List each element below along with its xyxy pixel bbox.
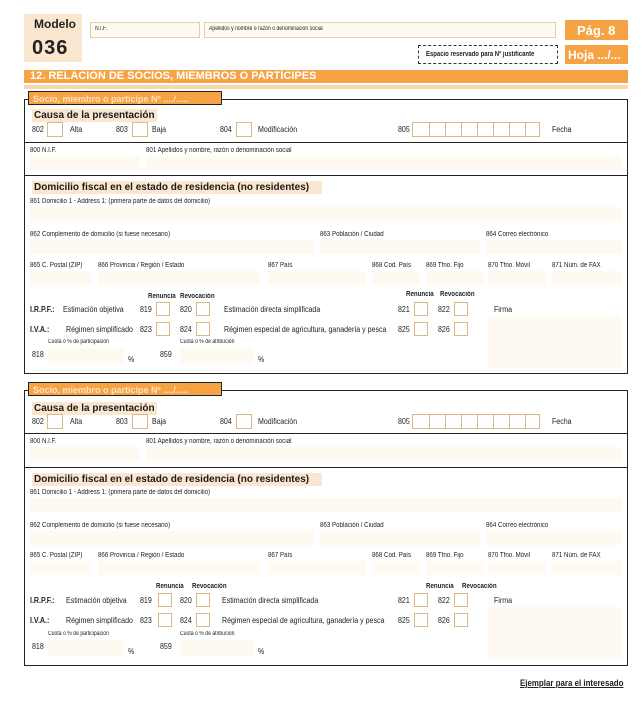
- d868-label-2: 868 Cod. País: [372, 552, 412, 559]
- divider: [25, 175, 627, 176]
- code-804-1: 804: [220, 125, 232, 134]
- reg-esp-label-1: Régimen especial de agricultura, ganadería y pesca: [224, 325, 387, 334]
- revocacion2-label-1: Revocación: [440, 291, 475, 298]
- d861-label-1: 861 Domicilio 1 - Address 1: (primera parte de datos del domicilio): [30, 198, 211, 205]
- d861-field-2[interactable]: [30, 498, 622, 512]
- divider: [25, 467, 627, 468]
- d870-label-2: 870 Tfno. Móvil: [488, 552, 531, 559]
- section-title-underbar: [24, 85, 628, 89]
- cb-819-1[interactable]: [156, 302, 170, 316]
- d867-label-2: 867 País: [268, 552, 293, 559]
- reg-esp-label-2: Régimen especial de agricultura, ganadería y pesca: [222, 616, 385, 625]
- d864-field-1[interactable]: [486, 240, 622, 254]
- d865-field-1[interactable]: [30, 271, 92, 285]
- d871-label-1: 871 Núm. de FAX: [552, 262, 601, 269]
- modificacion-label-1: Modificación: [258, 125, 298, 134]
- cb-822-2[interactable]: [454, 593, 468, 607]
- domicilio-title-1: Domicilio fiscal en el estado de residencia (no residentes): [32, 181, 322, 194]
- code-819-2: 819: [140, 596, 152, 605]
- cb-820-1[interactable]: [196, 302, 210, 316]
- d864-field-2[interactable]: [486, 531, 622, 545]
- alta-checkbox-2[interactable]: [47, 414, 63, 429]
- revocacion2-label-2: Revocación: [462, 583, 497, 590]
- fecha-seg: [445, 415, 446, 428]
- code-803-2: 803: [116, 417, 128, 426]
- d869-field-2[interactable]: [426, 561, 484, 575]
- renuncia-label-2: Renuncia: [156, 583, 184, 590]
- alta-checkbox-1[interactable]: [47, 122, 63, 137]
- reg-simp-label-2: Régimen simplificado: [66, 616, 133, 625]
- nif-800-field-2[interactable]: [30, 447, 140, 461]
- irpf-label-2: I.R.P.F.:: [30, 596, 55, 605]
- baja-checkbox-1[interactable]: [132, 122, 148, 137]
- d868-field-1[interactable]: [372, 271, 420, 285]
- est-obj-label-1: Estimación objetiva: [63, 305, 124, 314]
- divider: [25, 433, 627, 434]
- d862-field-2[interactable]: [30, 531, 314, 545]
- alta-label-1: Alta: [70, 125, 83, 134]
- cb-819-2[interactable]: [158, 593, 172, 607]
- modificacion-checkbox-1[interactable]: [236, 122, 252, 137]
- code-823-2: 823: [140, 616, 152, 625]
- domicilio-title-2: Domicilio fiscal en el estado de residencia (no residentes): [32, 473, 322, 486]
- code-818-2: 818: [32, 642, 44, 651]
- code-818-1: 818: [32, 350, 44, 359]
- code-805-2: 805: [398, 417, 410, 426]
- modificacion-checkbox-2[interactable]: [236, 414, 252, 429]
- renuncia2-label-2: Renuncia: [426, 583, 454, 590]
- firma-label-2: Firma: [494, 596, 512, 605]
- d865-label-2: 865 C. Postal (ZIP): [30, 552, 83, 559]
- renuncia-label-1: Renuncia: [148, 293, 176, 300]
- renuncia2-label-1: Renuncia: [406, 291, 434, 298]
- code-803-1: 803: [116, 125, 128, 134]
- d863-label-1: 863 Población / Ciudad: [320, 231, 384, 238]
- code-822-1: 822: [438, 305, 450, 314]
- code-826-2: 826: [438, 616, 450, 625]
- pct-859-2: %: [258, 647, 265, 656]
- revocacion-label-1: Revocación: [180, 293, 215, 300]
- code-823-1: 823: [140, 325, 152, 334]
- modificacion-label-2: Modificación: [258, 417, 298, 426]
- section-title: 12. RELACIÓN DE SOCIOS, MIEMBROS O PARTÍCIPES: [30, 70, 317, 82]
- d862-label-2: 862 Complemento de domicilio (si fuese necesario): [30, 522, 171, 529]
- fecha-label-2: Fecha: [552, 417, 572, 426]
- pct-818-1: %: [128, 355, 135, 364]
- d864-label-1: 864 Correo electrónico: [486, 231, 549, 238]
- fecha-seg: [445, 123, 446, 136]
- fecha-seg: [493, 123, 494, 136]
- d866-label-1: 866 Provincia / Región / Estado: [98, 262, 185, 269]
- cuota-atr-label-1: Cuota o % de atribución: [180, 339, 235, 345]
- est-obj-label-2: Estimación objetiva: [66, 596, 127, 605]
- d861-label-2: 861 Domicilio 1 - Address 1: (primera parte de datos del domicilio): [30, 489, 211, 496]
- d863-field-2[interactable]: [320, 531, 480, 545]
- modelo-number: 036: [32, 37, 69, 59]
- apellidos-801-label-2: 801 Apellidos y nombre, razón o denominación social: [146, 438, 292, 445]
- cb-823-2[interactable]: [158, 613, 172, 627]
- iva-label-1: I.V.A.:: [30, 325, 50, 334]
- field-818-2[interactable]: [48, 640, 124, 656]
- pct-818-2: %: [128, 647, 135, 656]
- d870-field-2[interactable]: [488, 561, 546, 575]
- partner-tab-2: Socio, miembro o partícipe Nº ..../.....: [28, 382, 222, 396]
- cb-826-1[interactable]: [454, 322, 468, 336]
- field-859-2[interactable]: [180, 640, 254, 656]
- baja-checkbox-2[interactable]: [132, 414, 148, 429]
- modelo-label: Modelo: [34, 17, 76, 31]
- code-859-2: 859: [160, 642, 172, 651]
- d867-field-1[interactable]: [268, 271, 366, 285]
- nif-800-label-2: 800 N.I.F.: [30, 438, 57, 445]
- code-802-1: 802: [32, 125, 44, 134]
- fecha-seg: [525, 123, 526, 136]
- cb-824-1[interactable]: [196, 322, 210, 336]
- page-label: Pág. 8: [577, 23, 616, 38]
- est-dir-label-1: Estimación directa simplificada: [224, 305, 321, 314]
- d867-label-1: 867 País: [268, 262, 293, 269]
- cb-825-1[interactable]: [414, 322, 428, 336]
- nif-800-label-1: 800 N.I.F.: [30, 147, 57, 154]
- d868-field-2[interactable]: [372, 561, 420, 575]
- cb-825-2[interactable]: [414, 613, 428, 627]
- d862-field-1[interactable]: [30, 240, 314, 254]
- sheet-label: Hoja .../...: [568, 48, 621, 62]
- fecha-seg: [493, 415, 494, 428]
- apellidos-801-field-2[interactable]: [146, 447, 622, 461]
- firma-label-1: Firma: [494, 305, 512, 314]
- baja-label-1: Baja: [152, 125, 167, 134]
- d871-label-2: 871 Núm. de FAX: [552, 552, 601, 559]
- d869-label-1: 869 Tfno. Fijo: [426, 262, 464, 269]
- code-804-2: 804: [220, 417, 232, 426]
- d870-label-1: 870 Tfno. Móvil: [488, 262, 531, 269]
- d861-field-1[interactable]: [30, 207, 622, 221]
- cuota-part-label-1: Cuota o % de participación: [48, 339, 109, 345]
- d866-label-2: 866 Provincia / Región / Estado: [98, 552, 185, 559]
- d866-field-2[interactable]: [98, 561, 260, 575]
- code-820-1: 820: [180, 305, 192, 314]
- code-820-2: 820: [180, 596, 192, 605]
- iva-label-2: I.V.A.:: [30, 616, 50, 625]
- divider: [25, 142, 627, 143]
- fecha-field-2[interactable]: [412, 414, 540, 429]
- d865-field-2[interactable]: [30, 561, 92, 575]
- causa-title-1: Causa de la presentación: [34, 110, 155, 121]
- cb-821-1[interactable]: [414, 302, 428, 316]
- baja-label-2: Baja: [152, 417, 167, 426]
- firma-field-2[interactable]: [488, 607, 622, 659]
- code-824-2: 824: [180, 616, 192, 625]
- code-822-2: 822: [438, 596, 450, 605]
- cuota-atr-label-2: Cuota o % de atribución: [180, 631, 235, 637]
- fecha-seg: [509, 415, 510, 428]
- fecha-seg: [429, 415, 430, 428]
- revocacion-label-2: Revocación: [192, 583, 227, 590]
- apellidos-801-field-1[interactable]: [146, 156, 622, 170]
- fecha-seg: [525, 415, 526, 428]
- cb-822-1[interactable]: [454, 302, 468, 316]
- fecha-seg: [477, 123, 478, 136]
- footer-copy-label: Ejemplar para el interesado: [520, 678, 624, 688]
- pct-859-1: %: [258, 355, 265, 364]
- d862-label-1: 862 Complemento de domicilio (si fuese necesario): [30, 231, 171, 238]
- reg-simp-label-1: Régimen simplificado: [66, 325, 133, 334]
- nif-800-field-1[interactable]: [30, 156, 140, 170]
- code-802-2: 802: [32, 417, 44, 426]
- d871-field-1[interactable]: [552, 271, 622, 285]
- header-nif-label: N.I.F.: [95, 26, 107, 32]
- d863-label-2: 863 Población / Ciudad: [320, 522, 384, 529]
- fecha-seg: [477, 415, 478, 428]
- alta-label-2: Alta: [70, 417, 83, 426]
- d868-label-1: 868 Cod. País: [372, 262, 412, 269]
- fecha-seg: [509, 123, 510, 136]
- d869-field-1[interactable]: [426, 271, 484, 285]
- partner-tab-1: Socio, miembro o partícipe Nº ..../.....: [28, 91, 222, 105]
- cb-826-2[interactable]: [454, 613, 468, 627]
- code-819-1: 819: [140, 305, 152, 314]
- cb-823-1[interactable]: [156, 322, 170, 336]
- code-824-1: 824: [180, 325, 192, 334]
- cuota-part-label-2: Cuota o % de participación: [48, 631, 109, 637]
- fecha-seg: [429, 123, 430, 136]
- d867-field-2[interactable]: [268, 561, 366, 575]
- fecha-seg: [461, 123, 462, 136]
- firma-field-1[interactable]: [488, 316, 622, 368]
- d864-label-2: 864 Correo electrónico: [486, 522, 549, 529]
- apellidos-801-label-1: 801 Apellidos y nombre, razón o denominación social: [146, 147, 292, 154]
- d871-field-2[interactable]: [552, 561, 622, 575]
- reserved-label: Espacio reservado para Nº justificante: [426, 51, 535, 58]
- d870-field-1[interactable]: [488, 271, 546, 285]
- code-821-2: 821: [398, 596, 410, 605]
- header-name-label: Apellidos y nombre o razón o denominación social: [209, 26, 323, 32]
- field-859-1[interactable]: [180, 348, 254, 364]
- cb-821-2[interactable]: [414, 593, 428, 607]
- cb-824-2[interactable]: [196, 613, 210, 627]
- d863-field-1[interactable]: [320, 240, 480, 254]
- irpf-label-1: I.R.P.F.:: [30, 305, 55, 314]
- d866-field-1[interactable]: [98, 271, 260, 285]
- d869-label-2: 869 Tfno. Fijo: [426, 552, 464, 559]
- est-dir-label-2: Estimación directa simplificada: [222, 596, 319, 605]
- code-821-1: 821: [398, 305, 410, 314]
- cb-820-2[interactable]: [196, 593, 210, 607]
- fecha-seg: [461, 415, 462, 428]
- code-859-1: 859: [160, 350, 172, 359]
- d865-label-1: 865 C. Postal (ZIP): [30, 262, 83, 269]
- causa-title-2: Causa de la presentación: [34, 403, 155, 414]
- code-825-1: 825: [398, 325, 410, 334]
- fecha-label-1: Fecha: [552, 125, 572, 134]
- code-805-1: 805: [398, 125, 410, 134]
- field-818-1[interactable]: [48, 348, 124, 364]
- fecha-field-1[interactable]: [412, 122, 540, 137]
- code-825-2: 825: [398, 616, 410, 625]
- code-826-1: 826: [438, 325, 450, 334]
